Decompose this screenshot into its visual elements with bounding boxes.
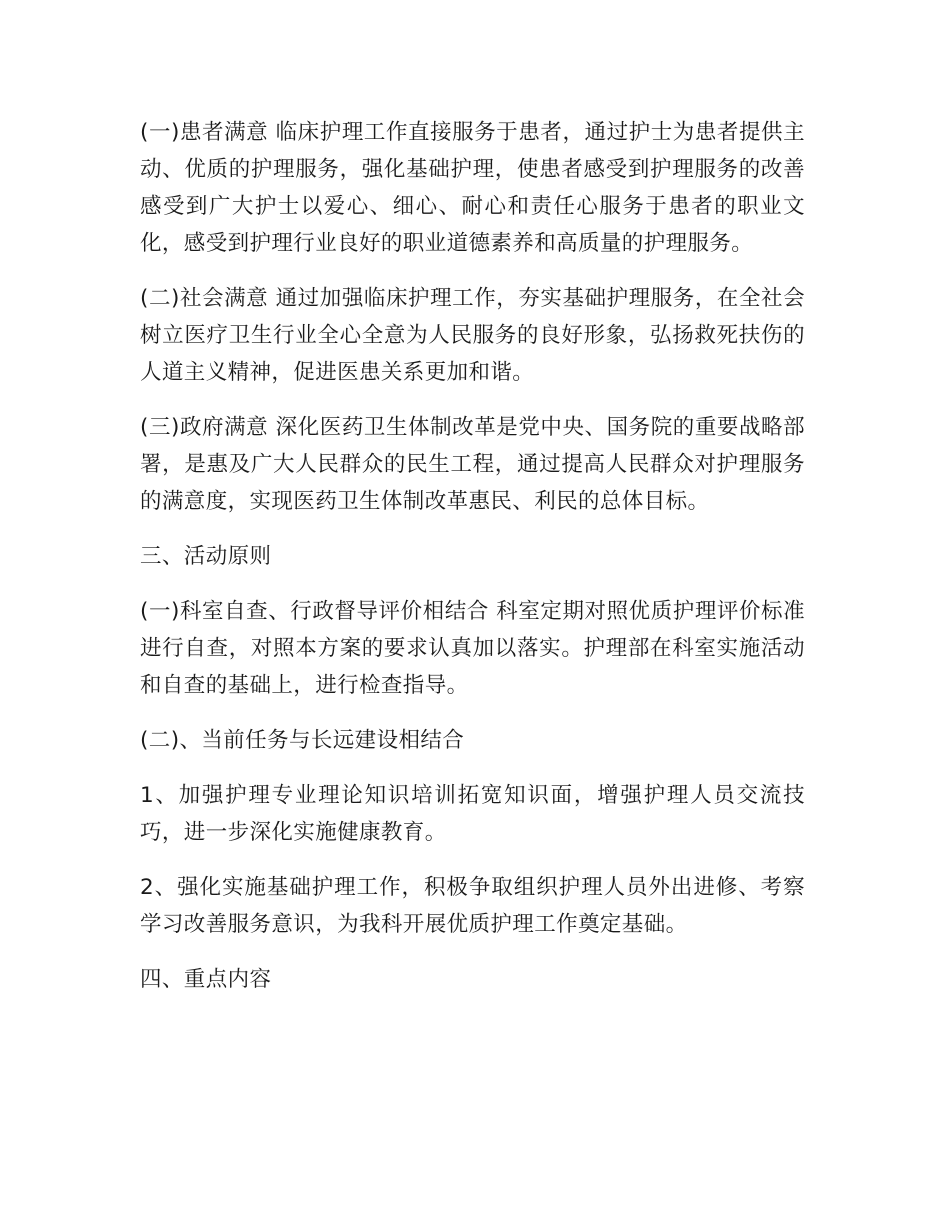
paragraph-patient-satisfaction: (一)患者满意 临床护理工作直接服务于患者，通过护士为患者提供主动、优质的护理服务，强化基础护理，使患者感受到护理服务的改善感受到广大护士以爱心、细心、耐心和责任心服务于患者的职业文化，感受到护理行业良好的职业道德素养和高质量的护理服务。	[140, 120, 805, 256]
list-item-1: 1、加强护理专业理论知识培训拓宽知识面，增强护理人员交流技巧，进一步深化实施健康教育。	[140, 783, 805, 845]
paragraph-government-satisfaction: (三)政府满意 深化医药卫生体制改革是党中央、国务院的重要战略部署，是惠及广大人民群众的民生工程，通过提高人民群众对护理服务的满意度，实现医药卫生体制改革惠民、利民的总体目标。	[140, 415, 805, 514]
paragraph-social-satisfaction: (二)社会满意 通过加强临床护理工作，夯实基础护理服务，在全社会树立医疗卫生行业全心全意为人民服务的良好形象，弘扬救死扶伤的人道主义精神，促进医患关系更加和谐。	[140, 286, 805, 385]
subheading-current-and-long-term: (二)、当前任务与长远建设相结合	[140, 728, 465, 753]
heading-key-content: 四、重点内容	[140, 967, 272, 992]
document-page	[140, 114, 805, 1016]
list-item-2: 2、强化实施基础护理工作，积极争取组织护理人员外出进修、考察学习改善服务意识，为我科开展优质护理工作奠定基础。	[140, 875, 805, 937]
heading-activity-principles: 三、活动原则	[140, 544, 272, 569]
paragraph-self-inspection: (一)科室自查、行政督导评价相结合 科室定期对照优质护理评价标准进行自查，对照本方案的要求认真加以落实。护理部在科室实施活动和自查的基础上，进行检查指导。	[140, 599, 805, 698]
